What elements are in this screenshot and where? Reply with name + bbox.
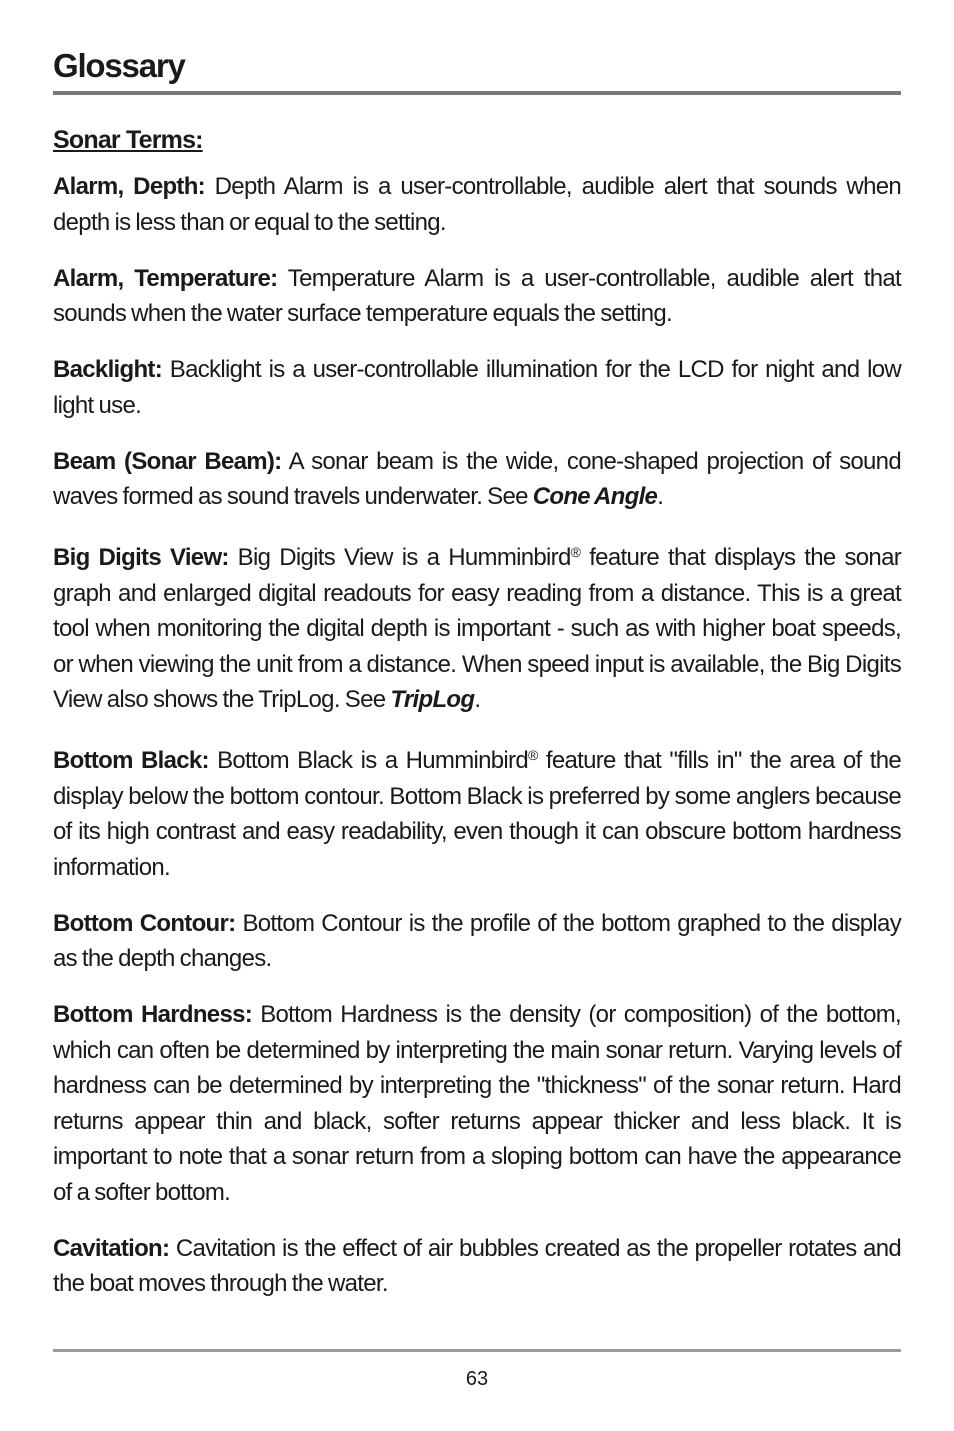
glossary-entry-alarm-temperature bbox=[53, 261, 901, 332]
glossary-definition: Bottom Black is a Humminbird bbox=[217, 747, 528, 774]
glossary-definition-continued: feature that displays the sonar graph and enlarged digital readouts for easy reading from a distance. This is a great tool when monitoring the digital depth is important - such as with higher boat speeds, or when viewing the unit from a distance. When speed input is available, the Big Digits View also shows the TripLog. See bbox=[53, 544, 902, 713]
footer-divider bbox=[53, 1349, 901, 1352]
glossary-entry-bottom-contour bbox=[53, 906, 901, 977]
registered-mark: ® bbox=[570, 544, 581, 560]
title-divider bbox=[53, 91, 901, 95]
glossary-definition: Bottom Contour is the profile of the bottom graphed to the display as the depth changes. bbox=[53, 909, 902, 972]
glossary-term: Bottom Black: bbox=[53, 747, 209, 774]
cross-reference-link: TripLog bbox=[390, 686, 475, 713]
glossary-definition-continued: feature that "fills in" the area of the display below the bottom contour. Bottom Black is preferred by some anglers because of its high contrast and easy readability, even though it can obscure bottom hardness information. bbox=[53, 747, 901, 881]
glossary-term: Backlight: bbox=[53, 356, 163, 383]
glossary-entry-alarm-depth bbox=[53, 169, 901, 240]
glossary-definition: Temperature Alarm is a user-controllable, audible alert that sounds when the water surface temperature equals the setting. bbox=[53, 264, 901, 327]
glossary-entry-backlight bbox=[53, 352, 901, 423]
glossary-term: Alarm, Depth: bbox=[53, 173, 205, 200]
glossary-term: Beam (Sonar Beam): bbox=[53, 447, 282, 475]
glossary-definition: Cavitation is the effect of air bubbles created as the propeller rotates and the boat moves through the water. bbox=[53, 1234, 901, 1297]
glossary-definition: Backlight is a user-controllable illumination for the LCD for night and low light use. bbox=[53, 356, 901, 419]
glossary-entry-bottom-black bbox=[53, 738, 901, 885]
section-heading: Sonar Terms: bbox=[53, 126, 203, 154]
glossary-entry-cavitation bbox=[53, 1231, 901, 1302]
page-number: 63 bbox=[465, 1368, 489, 1390]
glossary-definition: Depth Alarm is a user-controllable, audible alert that sounds when depth is less than or equal to the setting. bbox=[53, 173, 902, 236]
registered-mark: ® bbox=[528, 747, 538, 763]
glossary-definition: Big Digits View is a Humminbird bbox=[237, 544, 571, 571]
glossary-term: Alarm, Temperature: bbox=[53, 264, 278, 292]
glossary-term: Bottom Hardness: bbox=[53, 1001, 253, 1028]
glossary-term: Cavitation: bbox=[53, 1234, 170, 1262]
glossary-entry-beam bbox=[53, 444, 901, 515]
glossary-entry-big-digits-view bbox=[53, 535, 901, 718]
definition-end: . bbox=[474, 686, 481, 713]
page-title: Glossary bbox=[53, 47, 185, 84]
cross-reference-link: Cone Angle bbox=[532, 483, 658, 510]
glossary-term: Big Digits View: bbox=[53, 544, 229, 571]
glossary-term: Bottom Contour: bbox=[53, 909, 236, 937]
glossary-definition: A sonar beam is the wide, cone-shaped projection of sound waves formed as sound travels underwater. See bbox=[53, 447, 901, 510]
glossary-definition: Bottom Hardness is the density (or composition) of the bottom, which can often be determined by interpreting the main sonar return. Varying levels of hardness can be determined by interpreting the "thickness" of the sonar return. Hard returns appear thin and black, softer returns appear thicker and less black. It is important to note that a sonar return from a sloping bottom can have the appearance of a softer bottom. bbox=[53, 1001, 901, 1206]
definition-end: . bbox=[657, 483, 664, 510]
glossary-entry-bottom-hardness bbox=[53, 997, 901, 1210]
glossary-content bbox=[53, 122, 901, 1322]
